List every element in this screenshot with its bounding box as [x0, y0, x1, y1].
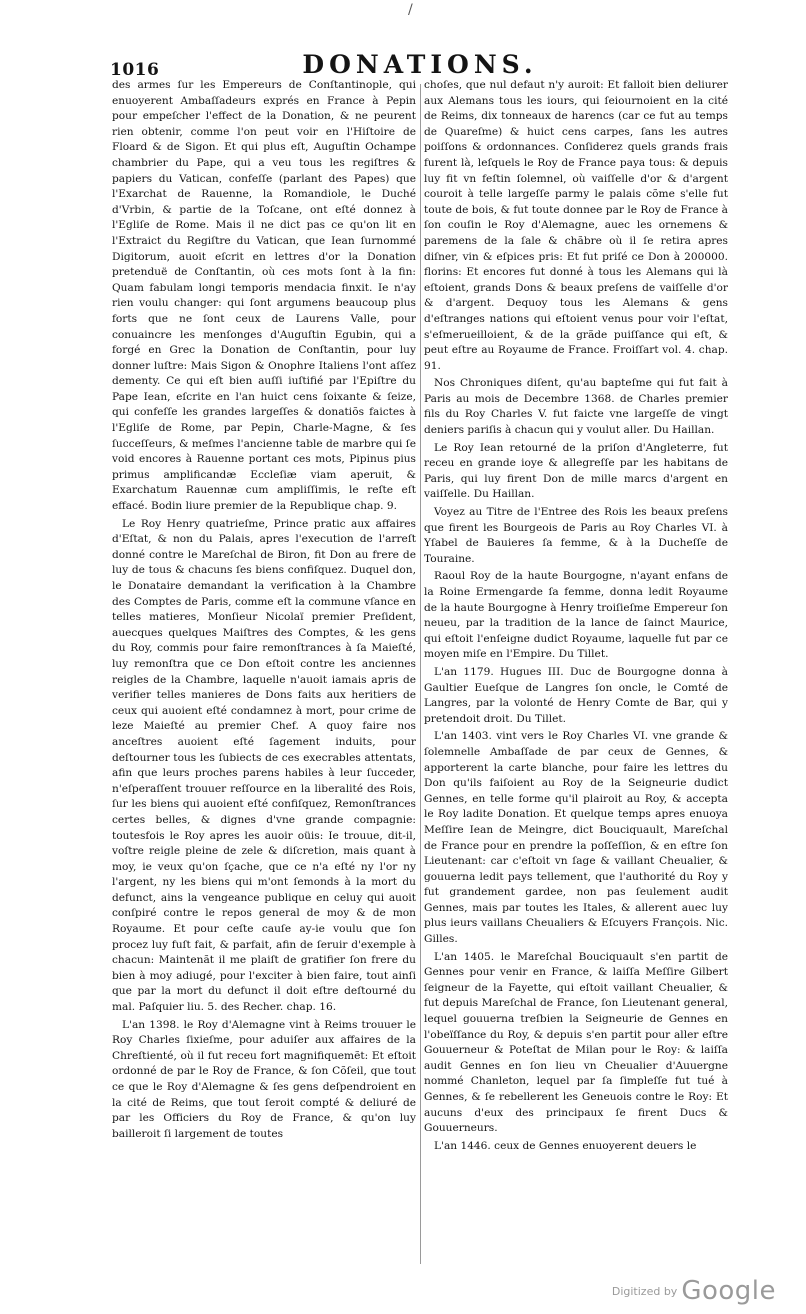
paragraph: Le Roy Henry quatrieſme, Prince pratic aux affaires d'Eſtat, & non du Palais, apres l'execution de l'arreſt donné contre le Mareſchal de Biron, fit Don au frere de luy de tous & chacuns ſes biens confiſquez. Duquel don, le Donataire demandant la verification à la Chambre des Comptes de Paris, comme eſt la commune vſance en telles matieres, Monſieur Nicolaï premier Preſident, auecques quelques Maiſtres des Comptes, & les gens du Roy, commis pour faire remonſtrances à ſa Maieſté, luy remonſtra que ce Don eſtoit contre les anciennes reigles de la Chambre, laquelle n'auoit iamais apris de verifier telles manieres de Dons faits aux heritiers de ceux qui auoient eſté condamnez à mort, pour crime de leze Maieſté au premier Chef. A quoy faire nos anceſtres auoient eſté ſagement induits, pour deſtourner tous les ſubiects de ces execrables attentats, afin que leurs proches parens habiles à leur ſucceder, n'eſperaſſent trouuer reſſource en la liberalité des Rois, ſur les biens qui auoient eſté confiſquez, Remonſtrances certes belles, & dignes d'vne grande compagnie: toutesfois le Roy apres les auoir oüis: Ie trouue, dit-il, voſtre reigle pleine de zele & diſcretion, mais quant à moy, ie veux qu'on ſçache, que ce n'a eſté ny l'or ny l'argent, ny les biens qui m'ont ſemonds à la mort du defunct, ains la vengeance publique en celuy qui auoit conſpiré contre le repos general de moy & de mon Royaume. Et pour ceſte cauſe ay-ie voulu que ſon procez luy fuſt fait, & parfait, afin de ſeruir d'exemple à chacun: Maintenãt il me plaiſt de gratifier ſon frere du bien à moy adiugé, pour l'exciter à bien faire, tout ainſi que par la mort du defunct il doit eſtre deſtourné du mal. Paſquier liu. 5. des Recher. chap. 16. [112, 517, 416, 1014]
paragraph: Le Roy Iean retourné de la priſon d'Angleterre, fut receu en grande ioye & allegreſſe par les habitans de Paris, qui luy firent Don de mille marcs d'argent en vaiſſelle. Du Haillan. [424, 441, 728, 501]
paragraph: choſes, que nul defaut n'y auroit: Et falloit bien deliurer aux Alemans tous les iours, qui ſeiournoient en la cité de Reims, dix tonneaux de harencs (car ce fut au temps de Quareſme) & huict cens carpes, ſans les autres poiſſons & ordonnances. Conſiderez quels grands frais furent là, leſquels le Roy de France paya tous: & depuis luy fit vn feſtin ſolemnel, où vaiſſelle d'or & d'argent couroit à telle largeſſe parmy le palais cõme s'elle fut toute de bois, & fut toute donnee par le Roy de France à ſon couſin le Roy d'Alemagne, auec les ornemens & paremens de la ſale & chãbre où il ſe retira apres diſner, vin & eſpices pris: Et fut priſé ce Don à 200000. florins: Et encores fut donné à tous les Alemans qui là eſtoient, grands Dons & beaux preſens de vaiſſelle d'or & d'argent. Dequoy tous les Alemans & gens d'eſtranges nations qui eſtoient venus pour voir l'eſtat, s'eſmerueilloient, & de la grãde puiſſance qui eſt, & peut eſtre au Royaume de France. Froiſſart vol. 4. chap. 91. [424, 79, 728, 372]
digitized-watermark [612, 1276, 776, 1306]
column-divider [420, 84, 421, 1264]
digitized-by-label: Digitized by [611, 1285, 678, 1298]
page-number: 1016 [110, 60, 160, 80]
right-column [424, 78, 728, 1278]
paragraph: Voyez au Titre de l'Entree des Rois les beaux preſens que firent les Bourgeois de Paris au Roy Charles VI. à Yſabel de Bauieres ſa femme, & à la Ducheſſe de Touraine. [424, 506, 728, 565]
paragraph: des armes ſur les Empereurs de Conſtantinople, qui enuoyerent Ambaſſadeurs exprés en France à Pepin pour empeſcher l'effect de la Donation, & ne peurent rien obtenir, comme l'on peut voir en l'Hiſtoire de Floard & de Sigon. Et qui plus eſt, Auguſtin Ochampe chambrier du Pape, qui a veu tous les regiſtres & papiers du Vatican, confeſſe (parlant des Papes) que l'Exarchat de Rauenne, la Romandiole, le Duché d'Vrbin, & partie de la Toſcane, ont eſté donnez à l'Egliſe de Rome. Mais il ne dict pas ce qu'on lit en l'Extraict du Regiſtre du Vatican, que Iean ſurnommé Digitorum, auoit eſcrit en lettres d'or la Donation pretenduë de Conſtantin, où ces mots ſont à la fin: Quam fabulam longi temporis mendacia finxit. Ie n'ay rien voulu changer: qui ſont argumens beaucoup plus forts que ne ſont ceux de Laurens Valle, pour conuaincre les menſonges d'Auguſtin Egubin, qui a forgé en Grec la Donation de Conſtantin, pour luy donner luſtre: Mais Sigon & Onophre Italiens l'ont aſſez dementy. Ce qui eſt bien auſſi iuſtifié par l'Epiſtre du Pape Iean, eſcrite en l'an huict cens ſoixante & ſeize, qui confeſſe les grandes largeſſes & donatiõs faictes à l'Egliſe de Rome, par Pepin, Charle-Magne, & ſes ſucceſſeurs, & meſmes l'ancienne table de marbre qui ſe void encores à Rauenne portant ces mots, Pipinus pius primus amplificandæ Eccleſiæ viam aperuit, & Exarchatum Rauennæ cum ampliſſimis, le reſte eſt effacé. Bodin liure premier de la Republique chap. 9. [112, 79, 416, 513]
paragraph: L'an 1403. vint vers le Roy Charles VI. vne grande & ſolemnelle Ambaſſade de par ceux de Gennes, & apporterent la carte blanche, pour faire les lettres du Don qu'ils faiſoient au Roy de la Seigneurie dudict Gennes, en telle forme qu'il plairoit au Roy, & accepta le Roy ladite Donation. Et quelque temps apres enuoya Meſſire Iean de Meingre, dict Bouciquault, Mareſchal de France pour en prendre la poſſeſſion, & en eſtre ſon Lieutenant: car c'eſtoit vn ſage & vaillant Cheualier, & gouuerna ledit pays tellement, que l'authorité du Roy y fut grandement gardee, non pas ſeulement audit Gennes, mais par toutes les Itales, & allerent auec luy plus ieurs vaillans Cheualiers & Eſcuyers François. Nic. Gilles. [424, 730, 728, 946]
paragraph: L'an 1398. le Roy d'Alemagne vint à Reims trouuer le Roy Charles ſixieſme, pour aduiſer aux affaires de la Chreſtienté, où il fut receu fort magnifiquemẽt: Et eſtoit ordonné de par le Roy de France, & ſon Cõſeil, que tout ce que le Roy d'Alemagne & ſes gens deſpendroient en la cité de Reims, que tout ſeroit compté & deliuré de par les Officiers du Roy de France, & qu'on luy bailleroit ſi largement de toutes [112, 1018, 416, 1140]
pencil-mark: / [408, 2, 413, 18]
running-title: DONATIONS. [302, 50, 538, 79]
paragraph: Raoul Roy de la haute Bourgogne, n'ayant enfans de la Roine Ermengarde ſa femme, donna ledit Royaume de la haute Bourgogne à Henry troiſieſme Empereur ſon neueu, par la tradition de la lance de ſainct Maurice, qui eſtoit l'enſeigne dudict Royaume, laquelle fut par ce moyen miſe en l'Empire. Du Tillet. [424, 570, 728, 661]
paragraph: L'an 1446. ceux de Gennes enuoyerent deuers le [434, 1139, 697, 1152]
left-column [112, 78, 416, 1278]
paragraph: L'an 1179. Hugues III. Duc de Bourgogne donna à Gaultier Eueſque de Langres ſon oncle, le Comté de Langres, par la volonté de Henry Comte de Bar, qui y pretendoit droit. Du Tillet. [424, 665, 728, 725]
google-logo: Google [681, 1276, 776, 1306]
paragraph: Nos Chroniques diſent, qu'au bapteſme qui fut fait à Paris au mois de Decembre 1368. de Charles premier fils du Roy Charles V. fut faicte vne largeſſe de vingt deniers pariſis à chacun qui y voulut aller. Du Haillan. [424, 377, 728, 437]
paragraph: L'an 1405. le Mareſchal Bouciquault s'en partit de Gennes pour venir en France, & laiſſa Meſſire Gilbert ſeigneur de la Fayette, qui eſtoit vaillant Cheualier, & fut depuis Mareſchal de France, ſon Lieutenant general, lequel gouuerna treſbien la Seigneurie de Gennes en l'obeïſſance du Roy, & depuis s'en partit pour aller eſtre Gouuerneur & Poteſtat de Milan pour le Roy: & laiſſa audit Gennes en ſon lieu vn Cheualier d'Auuergne nommé Chanleton, lequel par ſa ſimpleſſe fut tué à Gennes, & ſe rebellerent les Geneuois contre le Roy: Et aucuns d'eux des principaux ſe firent Ducs & Gouuerneurs. [424, 950, 728, 1135]
